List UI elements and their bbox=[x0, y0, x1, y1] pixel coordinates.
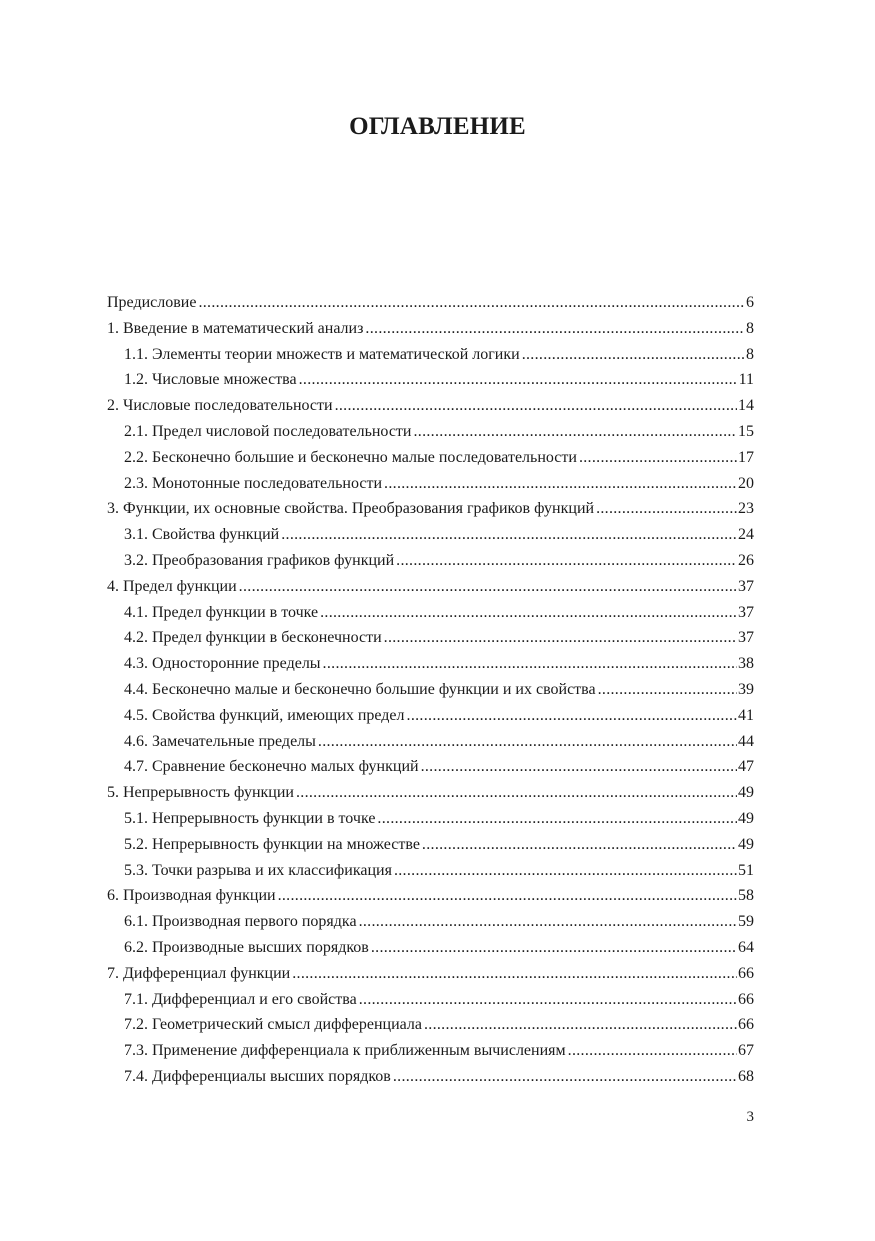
toc-entry-page: 59 bbox=[738, 913, 754, 931]
toc-entry-page: 23 bbox=[738, 500, 754, 518]
toc-entry-page: 58 bbox=[738, 887, 754, 905]
toc-entry-title: 7.3. Применение дифференциала к приближенным вычислениям bbox=[124, 1042, 566, 1060]
dot-leader bbox=[424, 1012, 737, 1038]
toc-entry-title: 3. Функции, их основные свойства. Преобразования графиков функций bbox=[107, 500, 595, 518]
page-number: 3 bbox=[746, 1109, 754, 1125]
toc-entry-title: 2.3. Монотонные последовательности bbox=[124, 474, 383, 492]
toc-entry-page: 64 bbox=[738, 938, 754, 956]
toc-subsection-entry bbox=[107, 1012, 754, 1038]
toc-entry-page: 66 bbox=[738, 990, 754, 1008]
toc-subsection-entry bbox=[107, 651, 754, 677]
dot-leader bbox=[568, 1038, 737, 1064]
toc-entry-page: 8 bbox=[746, 345, 754, 363]
dot-leader bbox=[365, 316, 745, 342]
toc-entry-page: 66 bbox=[738, 964, 754, 982]
toc-entry-title: 6.2. Производные высших порядков bbox=[124, 938, 369, 956]
toc-entry-title: 7.2. Геометрический смысл дифференциала bbox=[124, 1016, 422, 1034]
toc-subsection-entry bbox=[107, 754, 754, 780]
toc-entry-page: 38 bbox=[738, 655, 754, 673]
toc-entry-title: 2.1. Предел числовой последовательности bbox=[124, 422, 412, 440]
toc-entry-title: 4.6. Замечательные пределы bbox=[124, 732, 316, 750]
dot-leader bbox=[596, 496, 737, 522]
toc-subsection-entry bbox=[107, 471, 754, 497]
toc-entry-title: 2.2. Бесконечно большие и бесконечно малые последовательности bbox=[124, 448, 577, 466]
toc-subsection-entry bbox=[107, 625, 754, 651]
toc-subsection-entry bbox=[107, 367, 754, 393]
dot-leader bbox=[384, 471, 737, 497]
toc-entry-title: 5.1. Непрерывность функции в точке bbox=[124, 809, 376, 827]
toc-entry-title: 4. Предел функции bbox=[107, 577, 237, 595]
toc-subsection-entry bbox=[107, 806, 754, 832]
toc-entry-title: 3.1. Свойства функций bbox=[124, 526, 280, 544]
toc-section-entry bbox=[107, 883, 754, 909]
toc-entry-page: 8 bbox=[746, 319, 754, 337]
dot-leader bbox=[359, 909, 737, 935]
toc-subsection-entry bbox=[107, 1038, 754, 1064]
toc-subsection-entry bbox=[107, 342, 754, 368]
toc-entry-page: 47 bbox=[738, 758, 754, 776]
dot-leader bbox=[299, 367, 738, 393]
toc-subsection-entry bbox=[107, 935, 754, 961]
toc-entry-page: 39 bbox=[738, 680, 754, 698]
toc-entry-title: 1.2. Числовые множества bbox=[124, 371, 297, 389]
toc-entry-title: 7.1. Дифференциал и его свойства bbox=[124, 990, 357, 1008]
dot-leader bbox=[296, 780, 737, 806]
page-title: ОГЛАВЛЕНИЕ bbox=[349, 113, 526, 140]
dot-leader bbox=[413, 419, 737, 445]
toc-entry-title: 4.4. Бесконечно малые и бесконечно большие функции и их свойства bbox=[124, 680, 596, 698]
dot-leader bbox=[320, 600, 737, 626]
toc-subsection-entry bbox=[107, 600, 754, 626]
toc-entry-title: Предисловие bbox=[107, 294, 197, 311]
toc-entry-page: 15 bbox=[738, 422, 754, 440]
dot-leader bbox=[422, 832, 737, 858]
toc-entry-page: 41 bbox=[738, 706, 754, 724]
toc-entry-title: 1. Введение в математический анализ bbox=[107, 319, 364, 337]
toc-subsection-entry bbox=[107, 909, 754, 935]
toc-entry-page: 44 bbox=[738, 732, 754, 750]
toc-subsection-entry bbox=[107, 703, 754, 729]
toc-subsection-entry bbox=[107, 1064, 754, 1090]
toc-section-entry bbox=[107, 780, 754, 806]
toc-subsection-entry bbox=[107, 987, 754, 1013]
dot-leader bbox=[393, 1064, 737, 1090]
dot-leader bbox=[198, 290, 745, 316]
dot-leader bbox=[371, 935, 737, 961]
toc-subsection-entry bbox=[107, 832, 754, 858]
toc-entry-page: 68 bbox=[738, 1067, 754, 1085]
toc-entry-title: 4.2. Предел функции в бесконечности bbox=[124, 629, 382, 647]
dot-leader bbox=[598, 677, 737, 703]
dot-leader bbox=[239, 574, 737, 600]
toc-section-entry bbox=[107, 316, 754, 342]
toc-entry-page: 51 bbox=[738, 861, 754, 879]
dot-leader bbox=[335, 393, 737, 419]
dot-leader bbox=[579, 445, 737, 471]
toc-entry-page: 49 bbox=[738, 809, 754, 827]
toc-section-entry bbox=[107, 393, 754, 419]
dot-leader bbox=[377, 806, 737, 832]
dot-leader bbox=[394, 858, 737, 884]
toc-entry-title: 7.4. Дифференциалы высших порядков bbox=[124, 1067, 391, 1085]
dot-leader bbox=[359, 987, 737, 1013]
toc-entry-page: 37 bbox=[738, 603, 754, 621]
toc-entry-title: 5.2. Непрерывность функции на множестве bbox=[124, 835, 420, 853]
toc-subsection-entry bbox=[107, 729, 754, 755]
dot-leader bbox=[318, 729, 737, 755]
toc-entry-page: 67 bbox=[738, 1042, 754, 1060]
toc-subsection-entry bbox=[107, 677, 754, 703]
dot-leader bbox=[396, 548, 737, 574]
toc-entry-title: 7. Дифференциал функции bbox=[107, 964, 291, 982]
toc-subsection-entry bbox=[107, 548, 754, 574]
toc-entry-page: 37 bbox=[738, 577, 754, 595]
toc-entry-page: 17 bbox=[738, 448, 754, 466]
toc-entry-page: 6 bbox=[746, 294, 754, 311]
toc-entry-page: 49 bbox=[738, 784, 754, 802]
toc-subsection-entry bbox=[107, 445, 754, 471]
toc-entry-title: 4.5. Свойства функций, имеющих предел bbox=[124, 706, 405, 724]
toc-entry-page: 11 bbox=[738, 371, 754, 389]
toc-entry-title: 6. Производная функции bbox=[107, 887, 276, 905]
toc-subsection-entry bbox=[107, 522, 754, 548]
dot-leader bbox=[421, 754, 737, 780]
dot-leader bbox=[407, 703, 737, 729]
toc-entry-page: 24 bbox=[738, 526, 754, 544]
toc-section-entry bbox=[107, 961, 754, 987]
dot-leader bbox=[292, 961, 737, 987]
toc-subsection-entry bbox=[107, 419, 754, 445]
toc-section-entry bbox=[107, 574, 754, 600]
toc-entry-title: 4.1. Предел функции в точке bbox=[124, 603, 319, 621]
toc-entry-page: 14 bbox=[738, 397, 754, 415]
toc-entry-title: 2. Числовые последовательности bbox=[107, 397, 333, 415]
toc-entry-title: 4.7. Сравнение бесконечно малых функций bbox=[124, 758, 419, 776]
toc-subsection-entry bbox=[107, 858, 754, 884]
toc-entry-page: 66 bbox=[738, 1016, 754, 1034]
toc-entry-title: 1.1. Элементы теории множеств и математической логики bbox=[124, 345, 520, 363]
toc-entry-title: 5. Непрерывность функции bbox=[107, 784, 294, 802]
toc-entry-page: 49 bbox=[738, 835, 754, 853]
toc-entry-title: 4.3. Односторонние пределы bbox=[124, 655, 321, 673]
toc-entry-title: 3.2. Преобразования графиков функций bbox=[124, 551, 395, 569]
table-of-contents bbox=[107, 290, 754, 1090]
dot-leader bbox=[384, 625, 737, 651]
toc-entry-title: 5.3. Точки разрыва и их классификация bbox=[124, 861, 392, 879]
toc-entry-page: 37 bbox=[738, 629, 754, 647]
dot-leader bbox=[323, 651, 737, 677]
dot-leader bbox=[281, 522, 737, 548]
dot-leader bbox=[278, 883, 737, 909]
toc-section-entry bbox=[107, 290, 754, 316]
toc-entry-page: 20 bbox=[738, 474, 754, 492]
toc-entry-title: 6.1. Производная первого порядка bbox=[124, 913, 357, 931]
toc-section-entry bbox=[107, 496, 754, 522]
toc-entry-page: 26 bbox=[738, 551, 754, 569]
dot-leader bbox=[522, 342, 745, 368]
